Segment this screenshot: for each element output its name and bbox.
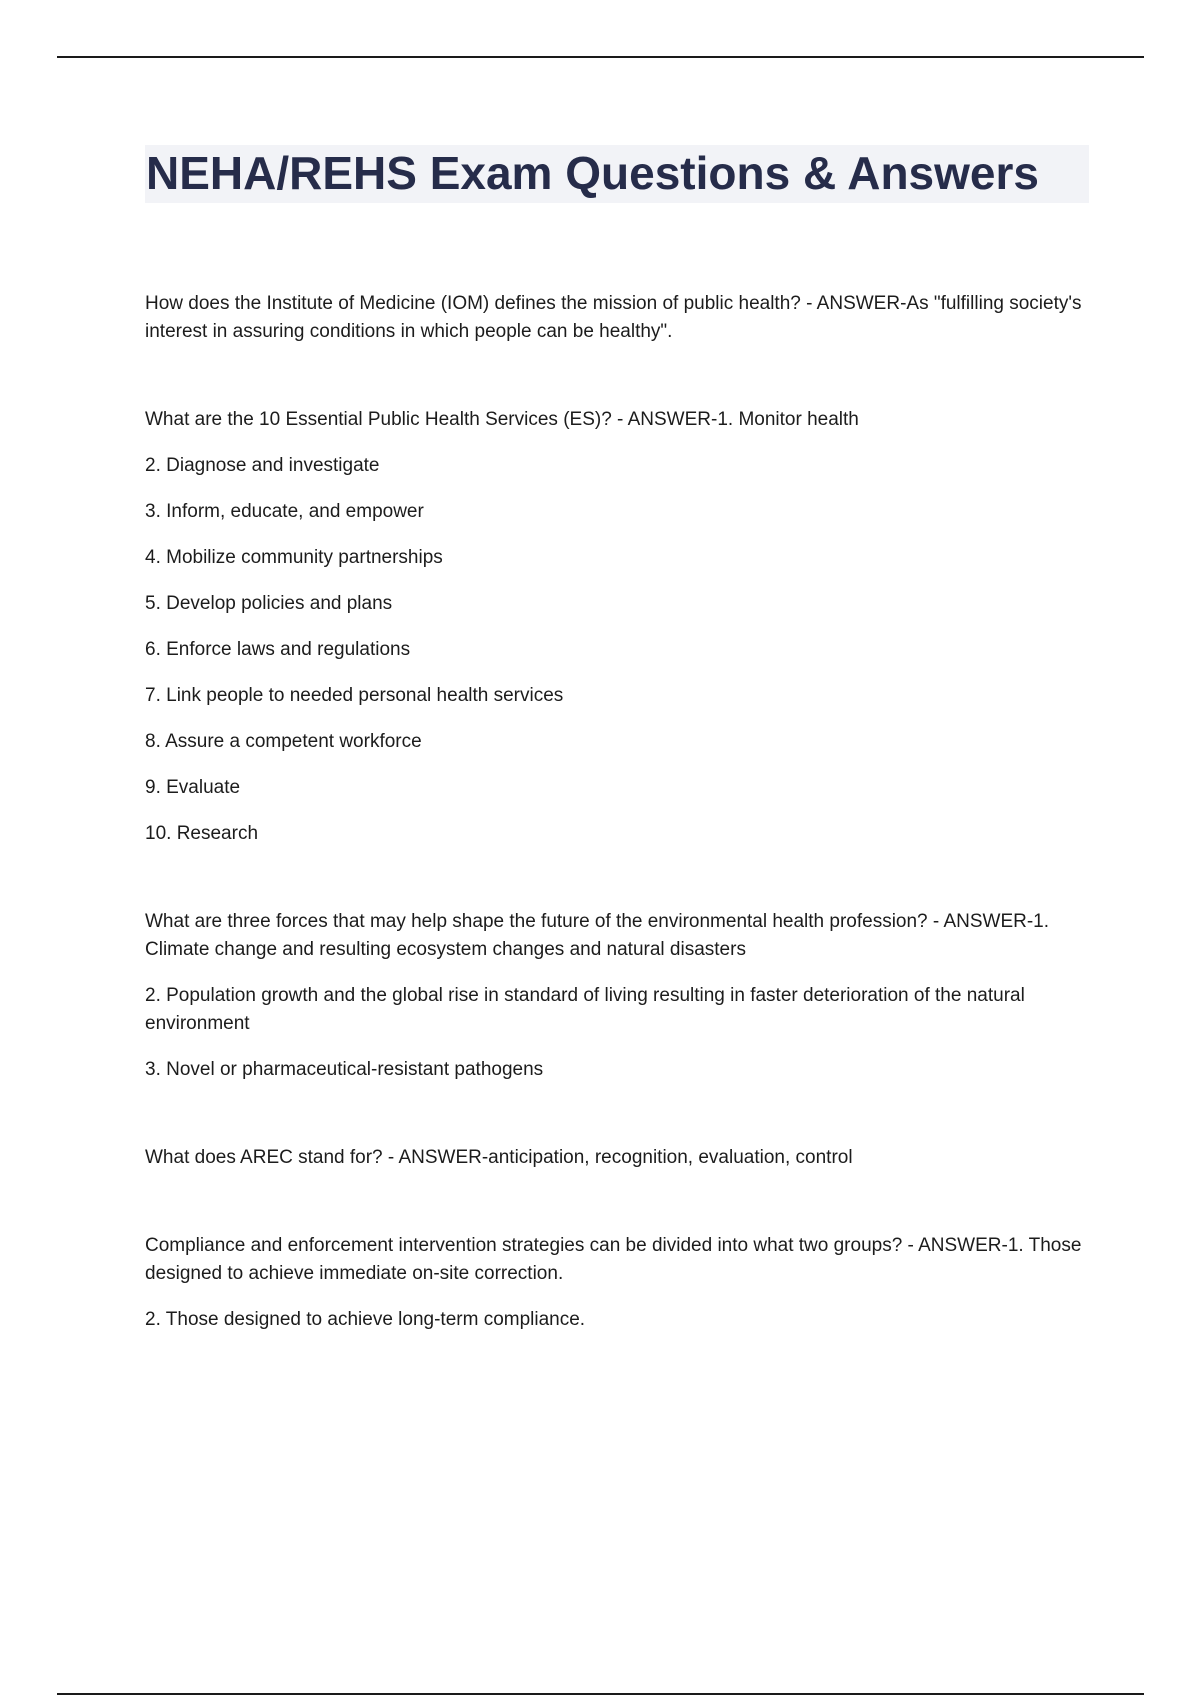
qa-item: [145, 908, 1090, 1084]
qa-line: 2. Diagnose and investigate: [145, 455, 380, 476]
qa-line: 8. Assure a competent workforce: [145, 731, 422, 752]
qa-line: 3. Inform, educate, and empower: [145, 501, 424, 522]
bottom-divider: [57, 1693, 1144, 1695]
qa-line: 6. Enforce laws and regulations: [145, 639, 411, 660]
qa-line: 3. Novel or pharmaceutical-resistant pathogens: [145, 1059, 544, 1080]
qa-item: [145, 1232, 1090, 1334]
qa-list: [145, 290, 1090, 1382]
qa-line: 4. Mobilize community partnerships: [145, 547, 443, 568]
qa-item: [145, 290, 1090, 346]
qa-line: What are the 10 Essential Public Health Services (ES)? - ANSWER-1. Monitor health: [145, 409, 859, 430]
qa-item: [145, 406, 1090, 848]
qa-line: 10. Research: [145, 823, 259, 844]
qa-item: [145, 1144, 1090, 1172]
qa-line: What are three forces that may help shape the future of the environmental health profession? - ANSWER-1. Climate change and resulting ecosystem changes and natural disasters: [145, 911, 1050, 960]
qa-line: 9. Evaluate: [145, 777, 241, 798]
qa-line: What does AREC stand for? - ANSWER-anticipation, recognition, evaluation, control: [145, 1147, 853, 1168]
qa-line: 5. Develop policies and plans: [145, 593, 393, 614]
qa-line: 7. Link people to needed personal health services: [145, 685, 564, 706]
qa-line: Compliance and enforcement intervention strategies can be divided into what two groups? - ANSWER-1. Those designed to achieve immediate on-site correction.: [145, 1235, 1082, 1284]
qa-line: 2. Population growth and the global rise in standard of living resulting in faster deterioration of the natural environment: [145, 985, 1025, 1034]
document-title: NEHA/REHS Exam Questions & Answers: [146, 147, 1039, 199]
qa-line: 2. Those designed to achieve long-term compliance.: [145, 1309, 586, 1330]
qa-line: How does the Institute of Medicine (IOM) defines the mission of public health? - ANSWER-As "fulfilling society's interest in assuring conditions in which people can be healthy".: [145, 293, 1082, 342]
top-divider: [57, 56, 1144, 58]
